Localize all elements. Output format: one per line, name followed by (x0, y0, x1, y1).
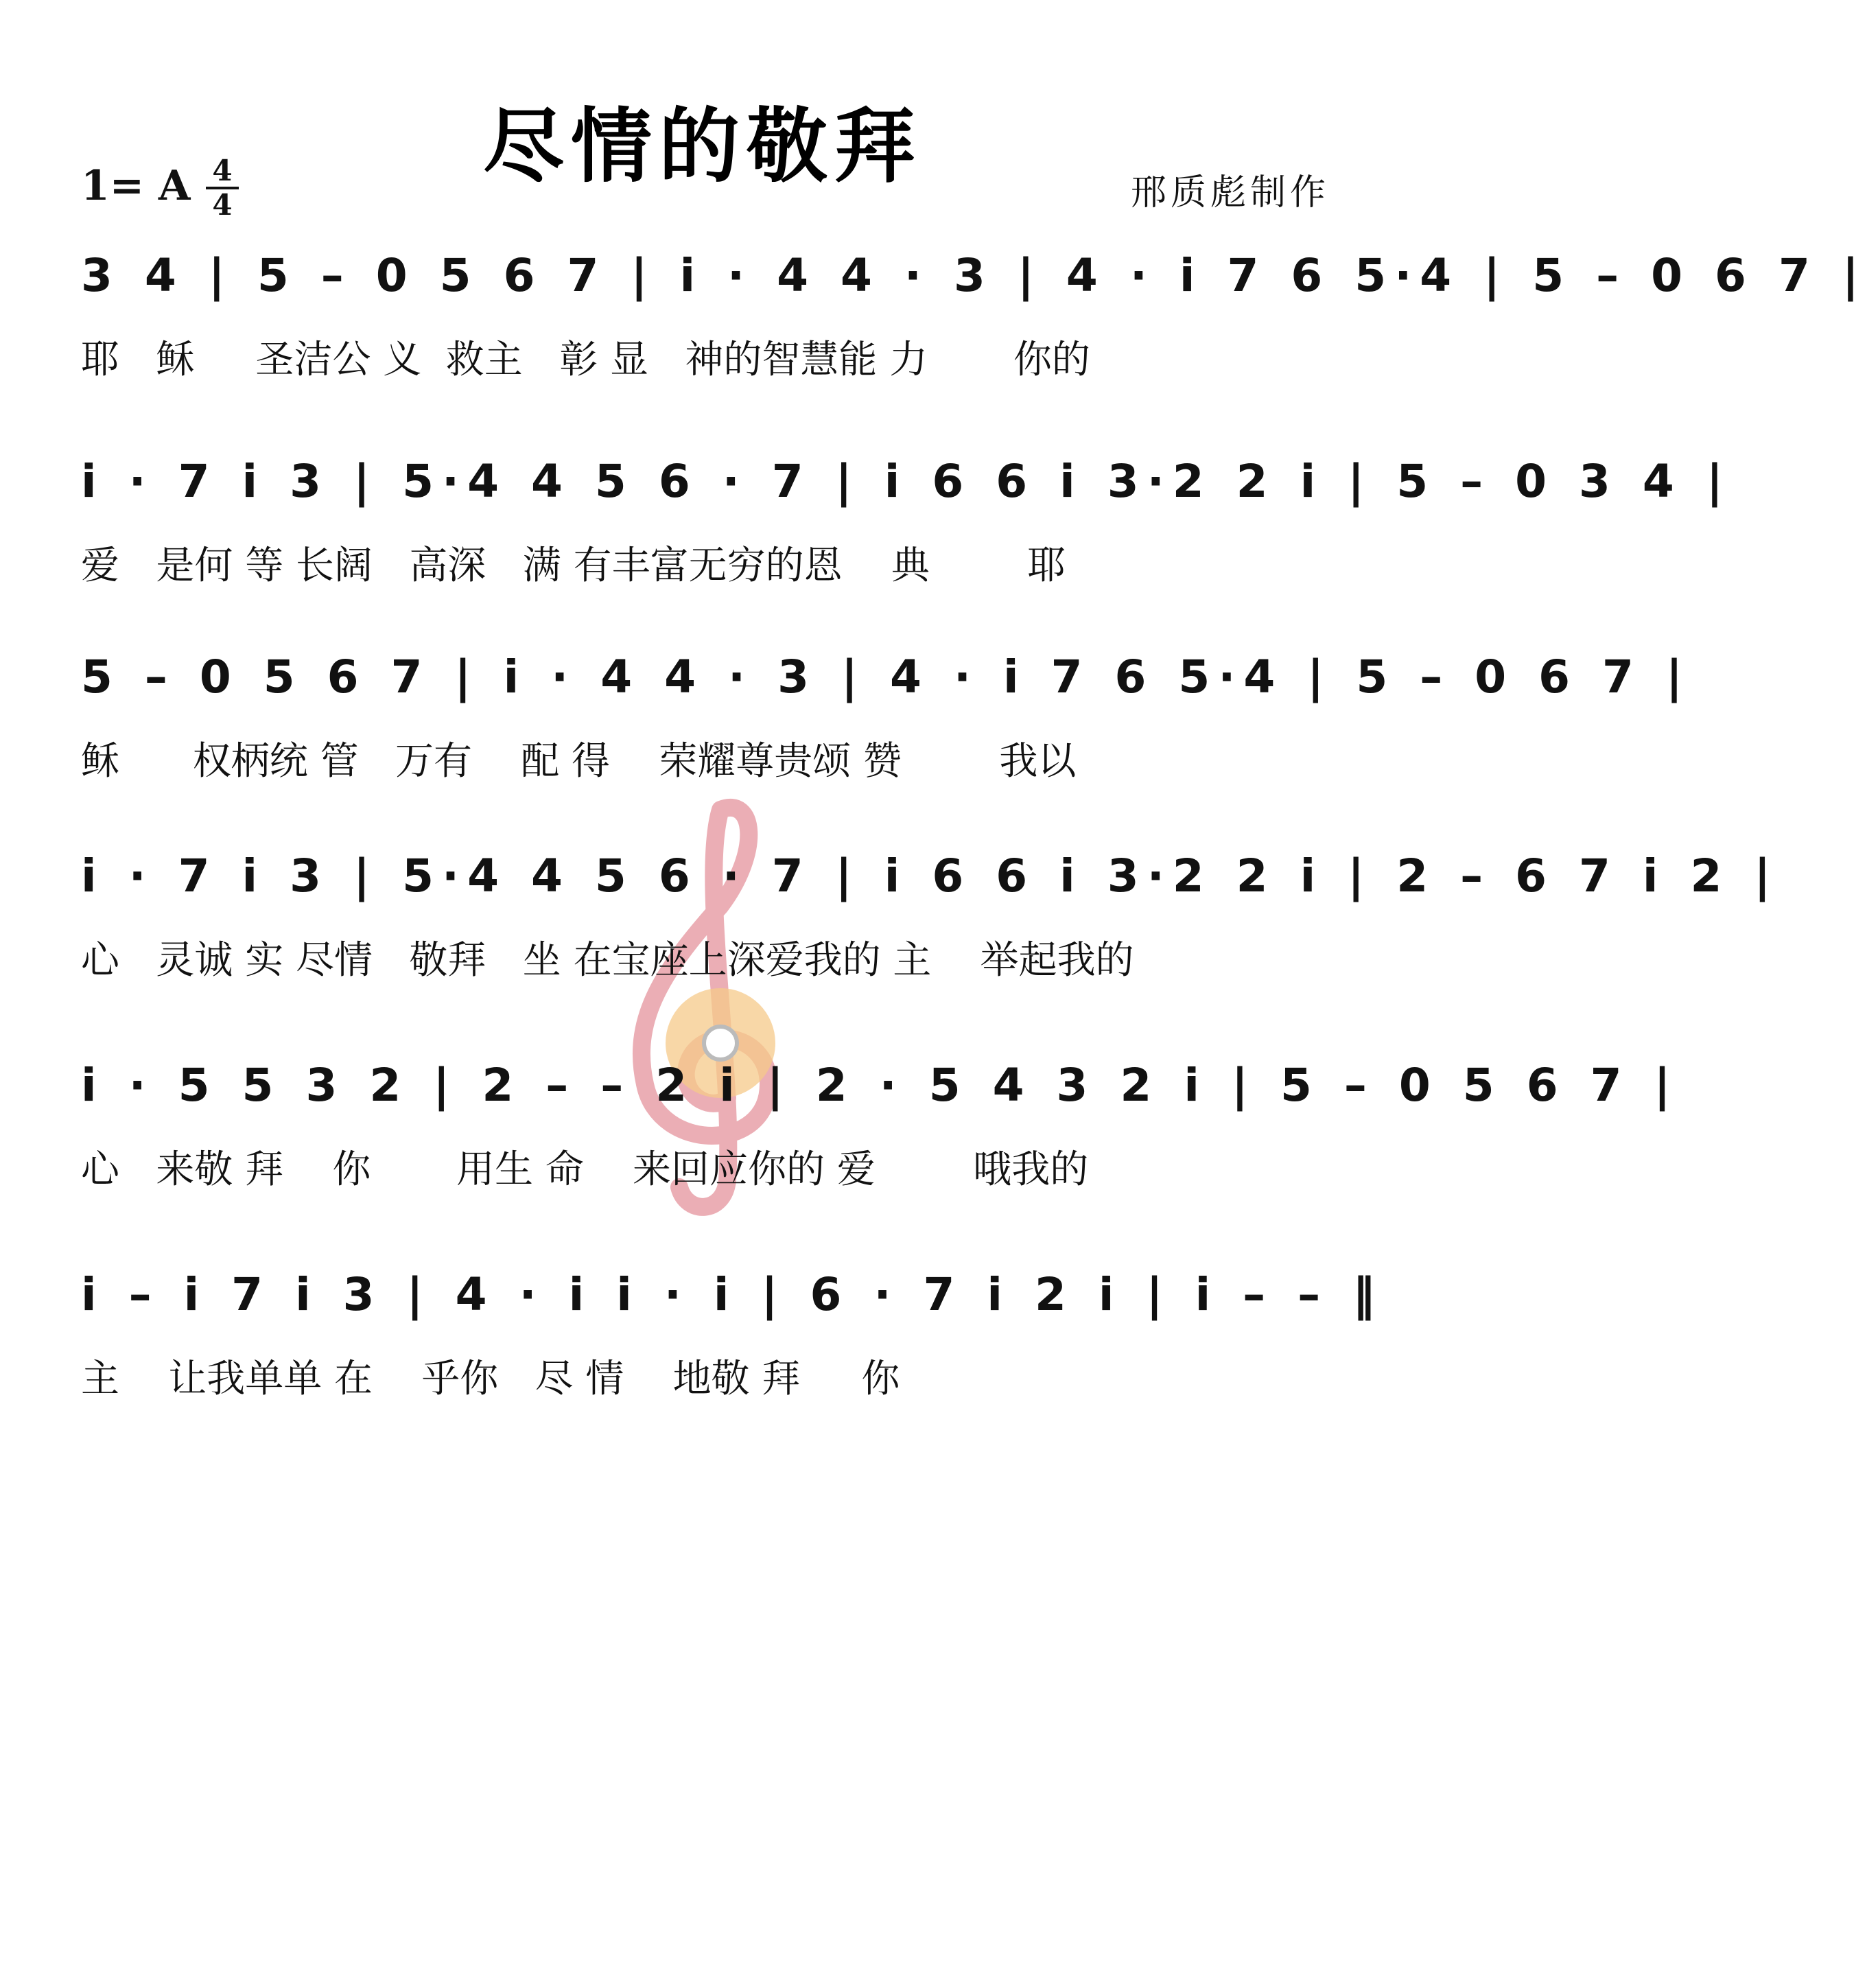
lyrics-row-2: 爱 是何 等 长阔 高深 满 有丰富无穷的恩 典 耶 (81, 543, 1066, 588)
notes-row-3: 5 – 0 5 6 7 | i · 4 4 · 3 | 4 · i 7 6 5·4 | 5 – 0 6 7 | (81, 651, 1691, 703)
score-row-5 (81, 1036, 1679, 1192)
score-row-2 (81, 432, 1731, 588)
page-title: 尽情的敬拜 (482, 98, 922, 194)
notes-row-2: i · 7 i 3 | 5·4 4 5 6 · 7 | i 6 6 i 3·2 2 i | 5 – 0 3 4 | (81, 455, 1731, 508)
time-signature (206, 156, 239, 220)
score-row-1 (81, 226, 1867, 382)
score-row-6 (81, 1246, 1384, 1401)
lyrics-row-6: 主 让我单单 在 乎你 尽 情 地敬 拜 你 (81, 1357, 900, 1401)
notes-row-4: i · 7 i 3 | 5·4 4 5 6 · 7 | i 6 6 i 3·2 2 i | 2 – 6 7 i 2 | (81, 850, 1779, 902)
meter-top: 4 (212, 154, 233, 187)
lyrics-row-3: 稣 权柄统 管 万有 配 得 荣耀尊贵颂 赞 我以 (81, 739, 1077, 784)
notes-row-5: i · 5 5 3 2 | 2 – – 2 i | 2 · 5 4 3 2 i | 5 – 0 5 6 7 | (81, 1059, 1679, 1112)
author-credit: 邢质彪制作 (1130, 172, 1330, 213)
meter-bottom: 4 (212, 188, 233, 222)
key-signature: 1= A (81, 162, 191, 210)
notes-row-1: 3 4 | 5 – 0 5 6 7 | i · 4 4 · 3 | 4 · i 7 6 5·4 | 5 – 0 6 7 | (81, 249, 1867, 302)
score-row-3 (81, 628, 1691, 784)
lyrics-row-1: 耶 稣 圣洁公 义 救主 彰 显 神的智慧能 力 你的 (81, 338, 1090, 382)
lyrics-row-5: 心 来敬 拜 你 用生 命 来回应你的 爱 哦我的 (81, 1147, 1089, 1192)
score-row-4 (81, 827, 1779, 983)
notes-row-6: i – i 7 i 3 | 4 · i i · i | 6 · 7 i 2 i | i – – ‖ (81, 1268, 1384, 1321)
lyrics-row-4: 心 灵诚 实 尽情 敬拜 坐 在宝座上深爱我的 主 举起我的 (81, 938, 1134, 983)
